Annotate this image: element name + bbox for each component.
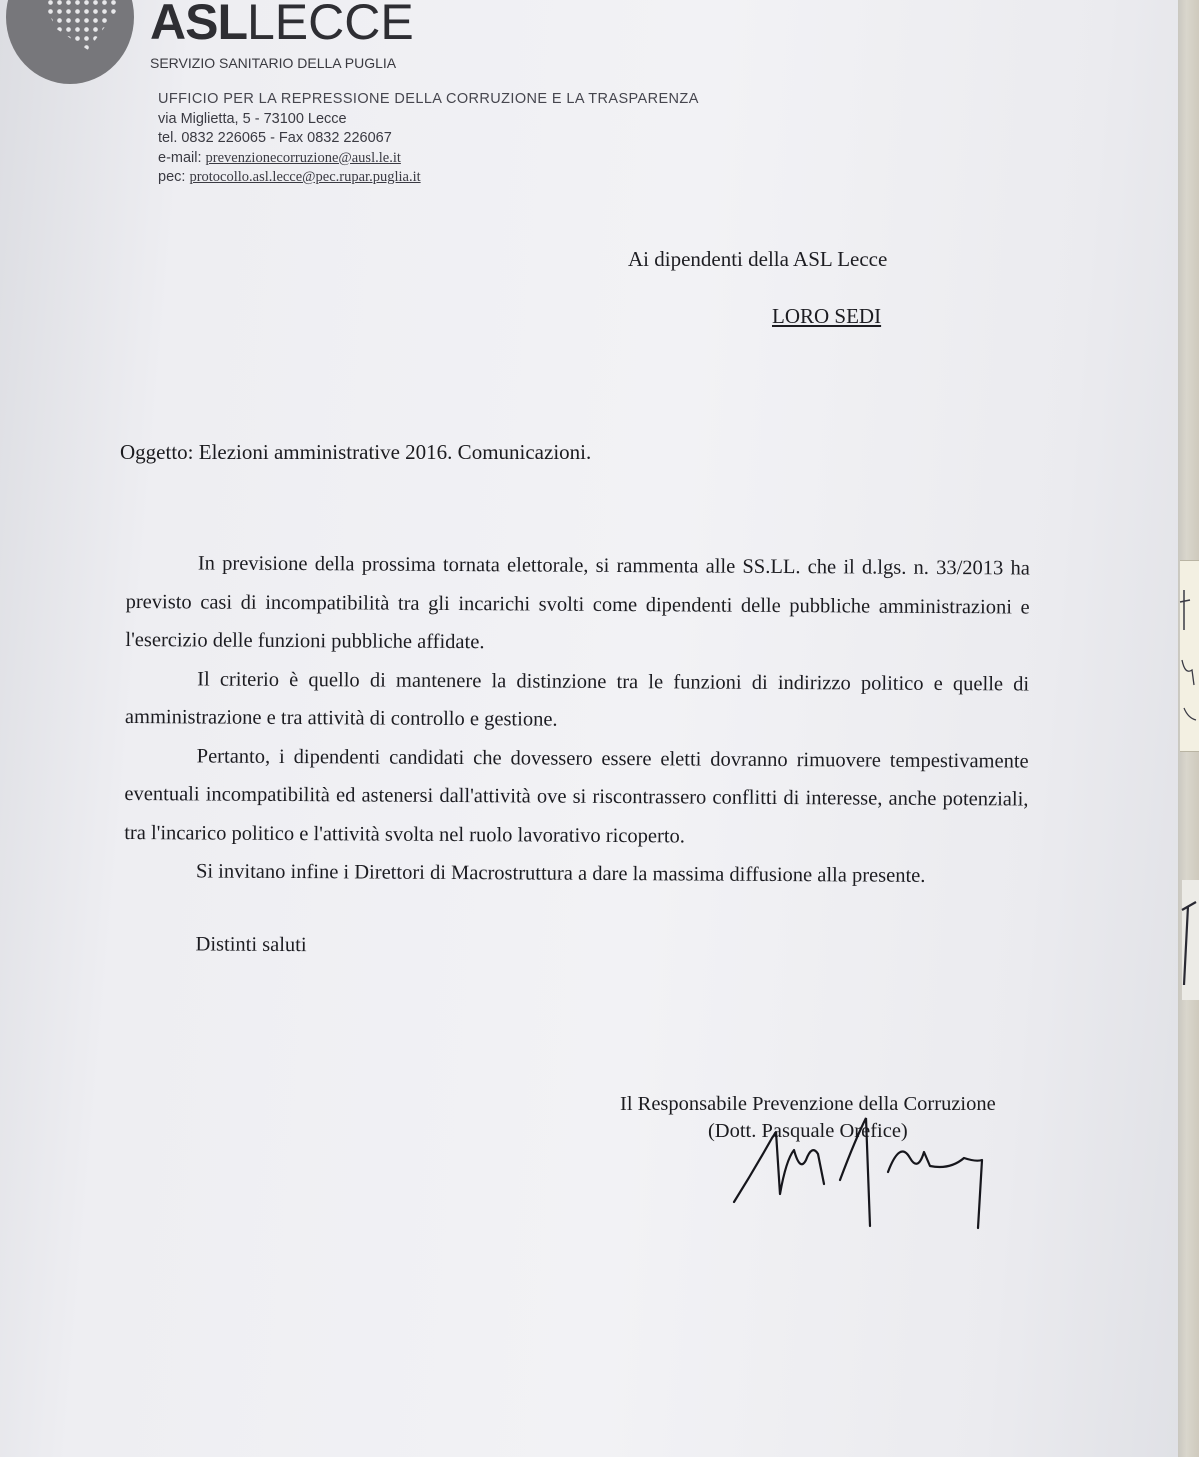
office-phone: tel. 0832 226065 - Fax 0832 226067 [158,130,392,146]
brand-subtitle: SERVIZIO SANITARIO DELLA PUGLIA [150,55,397,71]
pec-label: pec: [158,169,186,185]
email-label: e-mail: [158,149,202,166]
pec-link[interactable]: protocollo.asl.lecce@pec.rupar.puglia.it [189,169,421,185]
office-address: via Miglietta, 5 - 73100 Lecce [158,110,347,127]
body-paragraph-4: Si invitano infine i Direttori di Macrostruttura a dare la massima diffusione alla presente. [195,860,926,887]
office-title: UFFICIO PER LA REPRESSIONE DELLA CORRUZIONE E LA TRASPARENZA [158,91,699,107]
recipient-line: Ai dipendenti della ASL Lecce [628,247,888,271]
body-paragraph-1: In previsione della prossima tornata elettorale, si rammenta alle SS.LL. che il d.lgs. n. 33/2013 ha previsto casi di incompatibilità tra gli incarichi svolti come dipendenti delle pubbliche amministrazioni e l'esercizio delle funzioni pubbliche affidate. [125,552,1030,654]
letter-body [123,544,1030,969]
brand-bold: ASL [150,0,247,50]
brand-light: LECCE [247,0,414,50]
body-paragraph-3: Pertanto, i dipendenti candidati che dovessero essere eletti dovranno rimuovere tempestivamente eventuali incompatibilità ed astenersi dall'attività ove si riscontrassero conflitti di interesse, anche potenziali, tra l'incarico politico e l'attività svolta nel ruolo lavorativo ricoperto. [124,744,1029,847]
email-link[interactable]: prevenzionecorruzione@ausl.le.it [205,149,401,166]
edge-handwriting-marks [1176,580,1199,1000]
signer-name: (Dott. Pasquale Orefice) [707,1120,908,1142]
signer-role: Il Responsabile Prevenzione della Corruzione [620,1093,996,1115]
body-paragraph-2: Il criterio è quello di mantenere la distinzione tra le funzioni di indirizzo politico e quelle di amministrazione e tra attività di controllo e gestione. [124,667,1030,731]
subject-line: Oggetto: Elezioni amministrative 2016. Comunicazioni. [120,440,592,464]
handwritten-signature [720,1110,1010,1240]
office-email-line [158,149,699,169]
brand-wordmark [150,0,414,50]
office-pec-line [158,168,699,188]
office-block [158,90,699,188]
recipient-sedi: LORO SEDI [772,304,882,328]
closing-salutation: Distinti saluti [195,932,307,956]
